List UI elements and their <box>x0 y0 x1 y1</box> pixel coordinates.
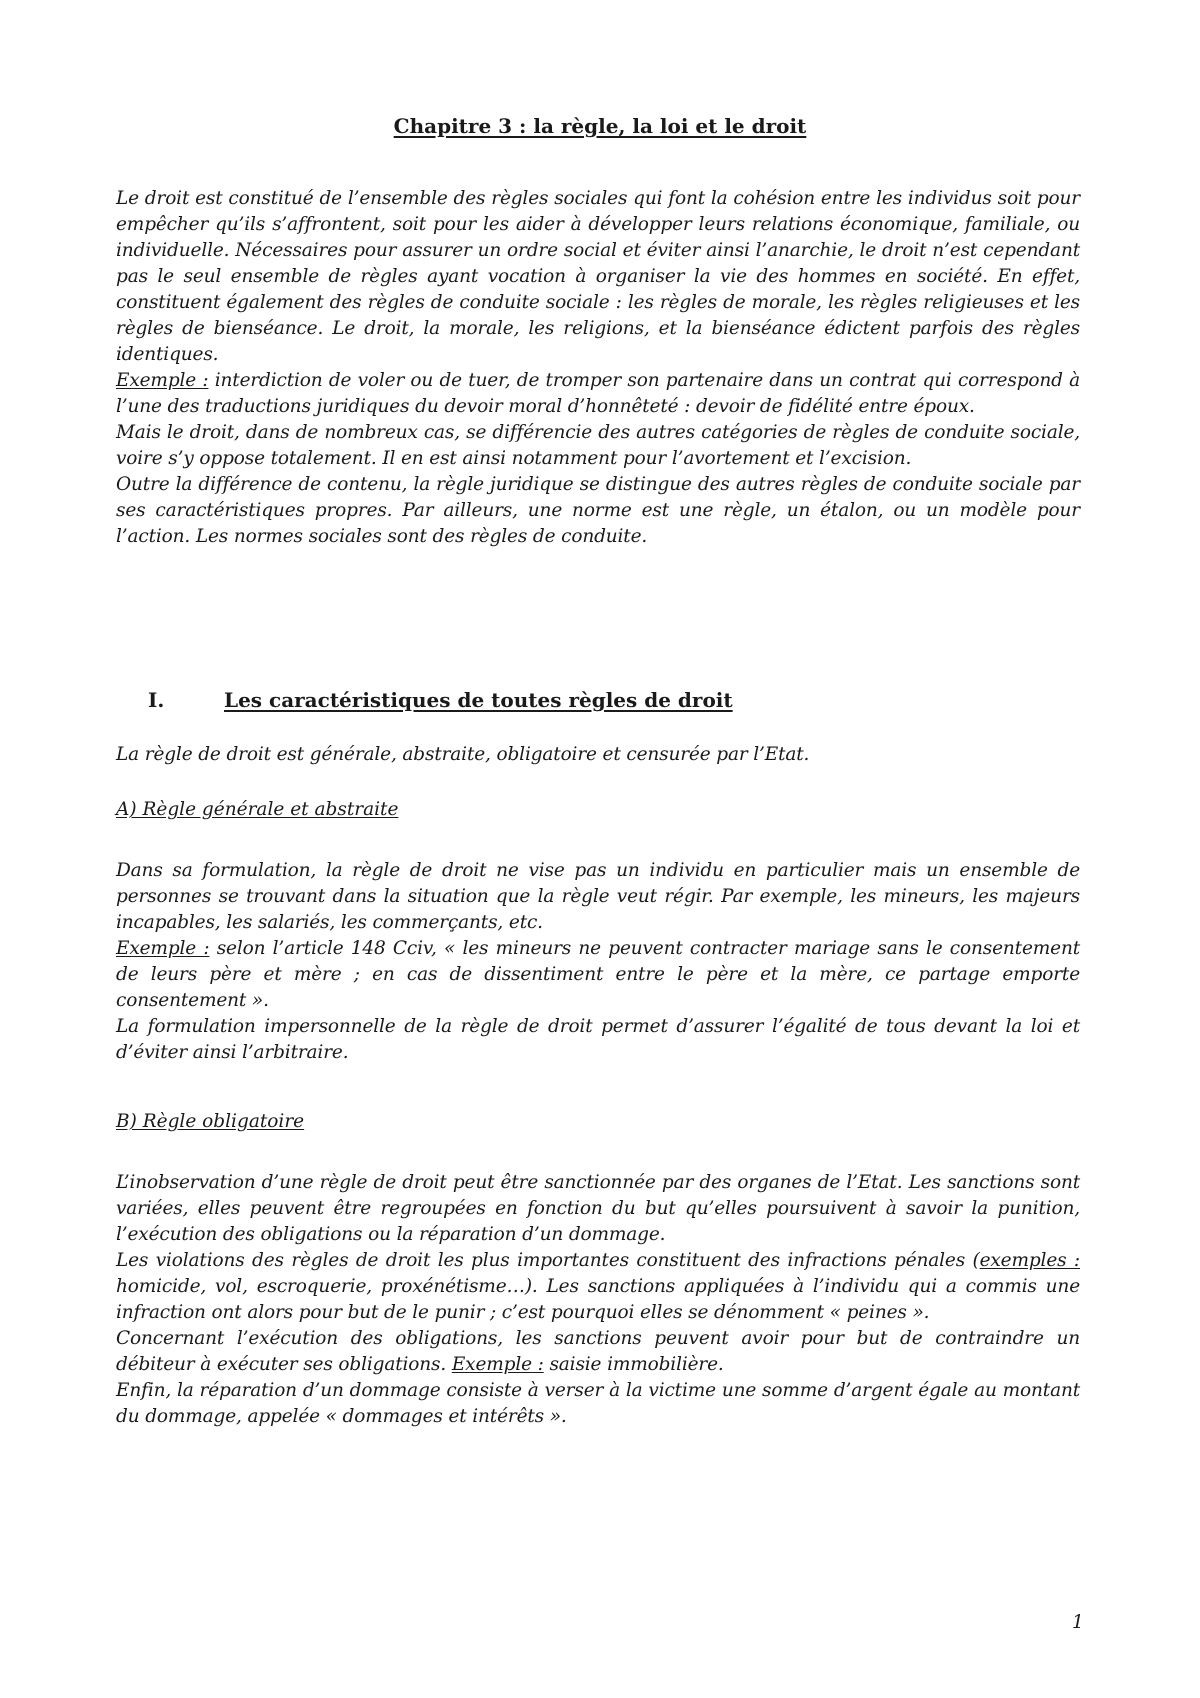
subsection-b-paragraph-2: Les violations des règles de droit les plus importantes constituent des infractions pénales (exemples : homicide, vol, escroquerie, proxénétisme…). Les sanctions appliquées à l’individu qui a commis une infraction ont alors pour but de le punir ; c’est pourquoi elles se dénomment « peines ». <box>116 1250 1081 1323</box>
example-label: Exemple : <box>116 370 209 391</box>
subsection-b-paragraph-3: Concernant l’exécution des obligations, les sanctions peuvent avoir pour but de contraindre un débiteur à exécuter ses obligations. Exemple : saisie immobilière. <box>116 1328 1080 1375</box>
intro-paragraph-3: Outre la différence de contenu, la règle juridique se distingue des autres règles de conduite sociale par ses caractéristiques propres. Par ailleurs, une norme est une règle, un étalon, ou un modèle pour l’action. Les normes sociales sont des règles de conduite. <box>116 474 1080 547</box>
subsection-b-heading: B) Règle obligatoire <box>116 1111 305 1132</box>
subsection-a-paragraph-2: La formulation impersonnelle de la règle de droit permet d’assurer l’égalité de tous devant la loi et d’éviter ainsi l’arbitraire. <box>116 1016 1080 1063</box>
intro-example <box>116 368 1080 420</box>
section-intro-text: La règle de droit est générale, abstraite, obligatoire et censurée par l’Etat. <box>116 744 810 765</box>
intro-paragraph-2: Mais le droit, dans de nombreux cas, se différencie des autres catégories de règles de conduite sociale, voire s’y oppose totalement. Il en est ainsi notamment pour l’avortement et l’excision. <box>116 422 1080 469</box>
subsection-b-paragraph-4: Enfin, la réparation d’un dommage consiste à verser à la victime une somme d’argent égale au montant du dommage, appelée « dommages et intérêts ». <box>116 1380 1080 1427</box>
section-heading <box>148 688 733 712</box>
subsection-a-body <box>116 858 1080 1066</box>
page-number: 1 <box>1072 1612 1084 1633</box>
section-number: I. <box>148 688 165 712</box>
subsection-b-body <box>116 1170 1080 1430</box>
example-label: Exemple : <box>116 938 210 959</box>
examples-label: exemples : <box>979 1250 1081 1271</box>
page-title: Chapitre 3 : la règle, la loi et le droit <box>393 114 807 138</box>
subsection-b-paragraph: L’inobservation d’une règle de droit peut être sanctionnée par des organes de l’Etat. Les sanctions sont variées, elles peuvent être regroupées en fonction du but qu’elles poursuivent à savoir la punition, l’exécution des obligations ou la réparation d’un dommage. <box>116 1172 1080 1245</box>
intro-block <box>116 186 1080 550</box>
intro-paragraph: Le droit est constitué de l’ensemble des règles sociales qui font la cohésion entre les individus soit pour empêcher qu’ils s’affrontent, soit pour les aider à développer leurs relations économique, familiale, ou individuelle. Nécessaires pour assurer un ordre social et éviter ainsi l’anarchie, le droit n’est cependant pas le seul ensemble de règles ayant vocation à organiser la vie des hommes en société. En effet, constituent également des règles de conduite sociale : les règles de morale, les règles religieuses et les règles de bienséance. Le droit, la morale, les religions, et la bienséance édictent parfois des règles identiques. <box>116 188 1080 365</box>
example-text: interdiction de voler ou de tuer, de tromper son partenaire dans un contrat qui correspond à l’une des traductions juridiques du devoir moral d’honnêteté : devoir de fidélité entre époux. <box>116 370 1080 417</box>
subsection-a-example <box>116 936 1080 1014</box>
subsection-a-paragraph: Dans sa formulation, la règle de droit ne vise pas un individu en particulier mais un ensemble de personnes se trouvant dans la situation que la règle veut régir. Par exemple, les mineurs, les majeurs incapables, les salariés, les commerçants, etc. <box>116 860 1080 933</box>
subsection-a-heading: A) Règle générale et abstraite <box>116 799 399 820</box>
section-title: Les caractéristiques de toutes règles de droit <box>224 688 733 712</box>
example-text: selon l’article 148 Cciv, « les mineurs ne peuvent contracter mariage sans le consentement de leurs père et mère ; en cas de dissentiment entre le père et la mère, ce partage emporte consentement ». <box>116 938 1080 1011</box>
section-intro <box>116 742 1080 768</box>
example-label: Exemple : <box>451 1354 544 1375</box>
